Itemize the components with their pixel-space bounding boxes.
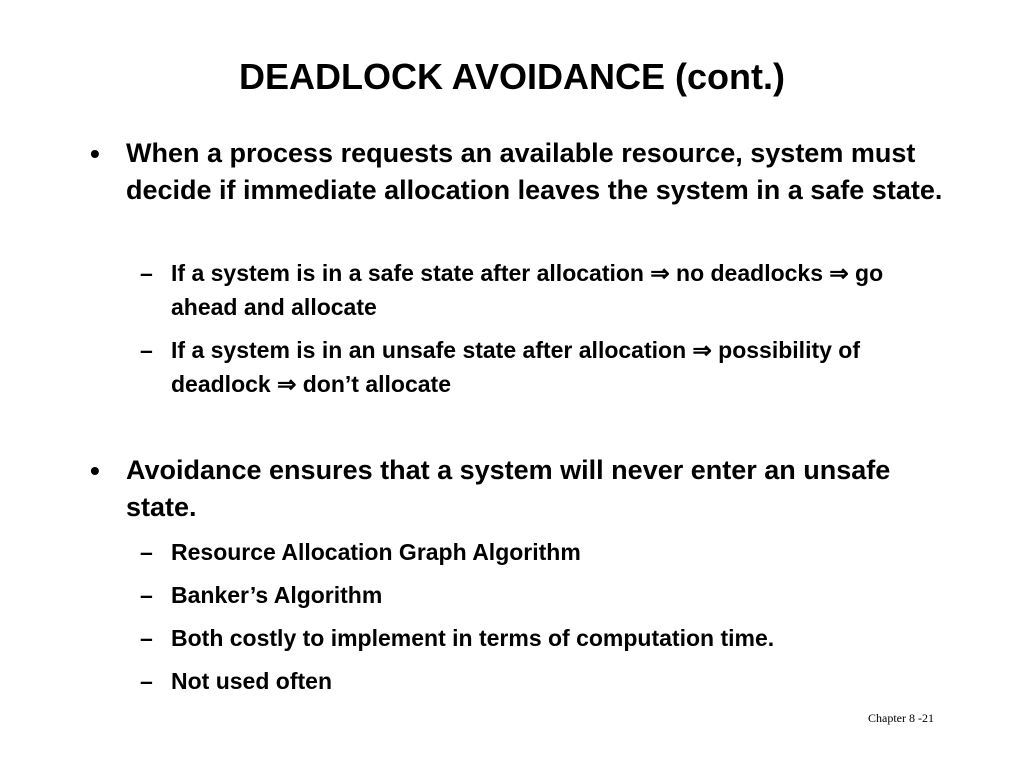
sub-bullet-item [140,664,920,698]
sub-bullet-marker: – [140,260,153,286]
sub-bullet-text: Resource Allocation Graph Algorithm [171,539,581,565]
sub-bullet-item [140,535,920,569]
sub-bullet-marker: – [140,668,153,694]
sub-bullet-text: Not used often [171,668,332,694]
sub-bullet-marker: – [140,625,153,651]
slide-footer: Chapter 8 -21 [868,711,934,725]
slide-title: DEADLOCK AVOIDANCE (cont.) [239,56,785,97]
sub-bullet-item [140,256,920,324]
bullet-marker: • [90,138,100,169]
sub-bullet-item [140,621,920,655]
sub-bullet-text: If a system is in an unsafe state after allocation ⇒ possibility of deadlock ⇒ don’t allocate [171,337,861,397]
sub-bullet-item [140,578,920,612]
bullet-marker: • [90,455,100,486]
bullet-text: Avoidance ensures that a system will never enter an unsafe state. [126,455,891,522]
bullet-item [90,452,950,526]
sub-bullet-marker: – [140,337,153,363]
sub-bullet-text: If a system is in a safe state after allocation ⇒ no deadlocks ⇒ go ahead and allocate [171,260,884,320]
sub-bullet-text: Both costly to implement in terms of computation time. [171,625,775,651]
sub-bullet-text: Banker’s Algorithm [171,582,383,608]
sub-bullet-item [140,333,920,401]
bullet-text: When a process requests an available resource, system must decide if immediate allocation leaves the system in a safe state. [126,138,943,205]
sub-bullet-marker: – [140,582,153,608]
bullet-item [90,135,950,209]
sub-bullet-marker: – [140,539,153,565]
